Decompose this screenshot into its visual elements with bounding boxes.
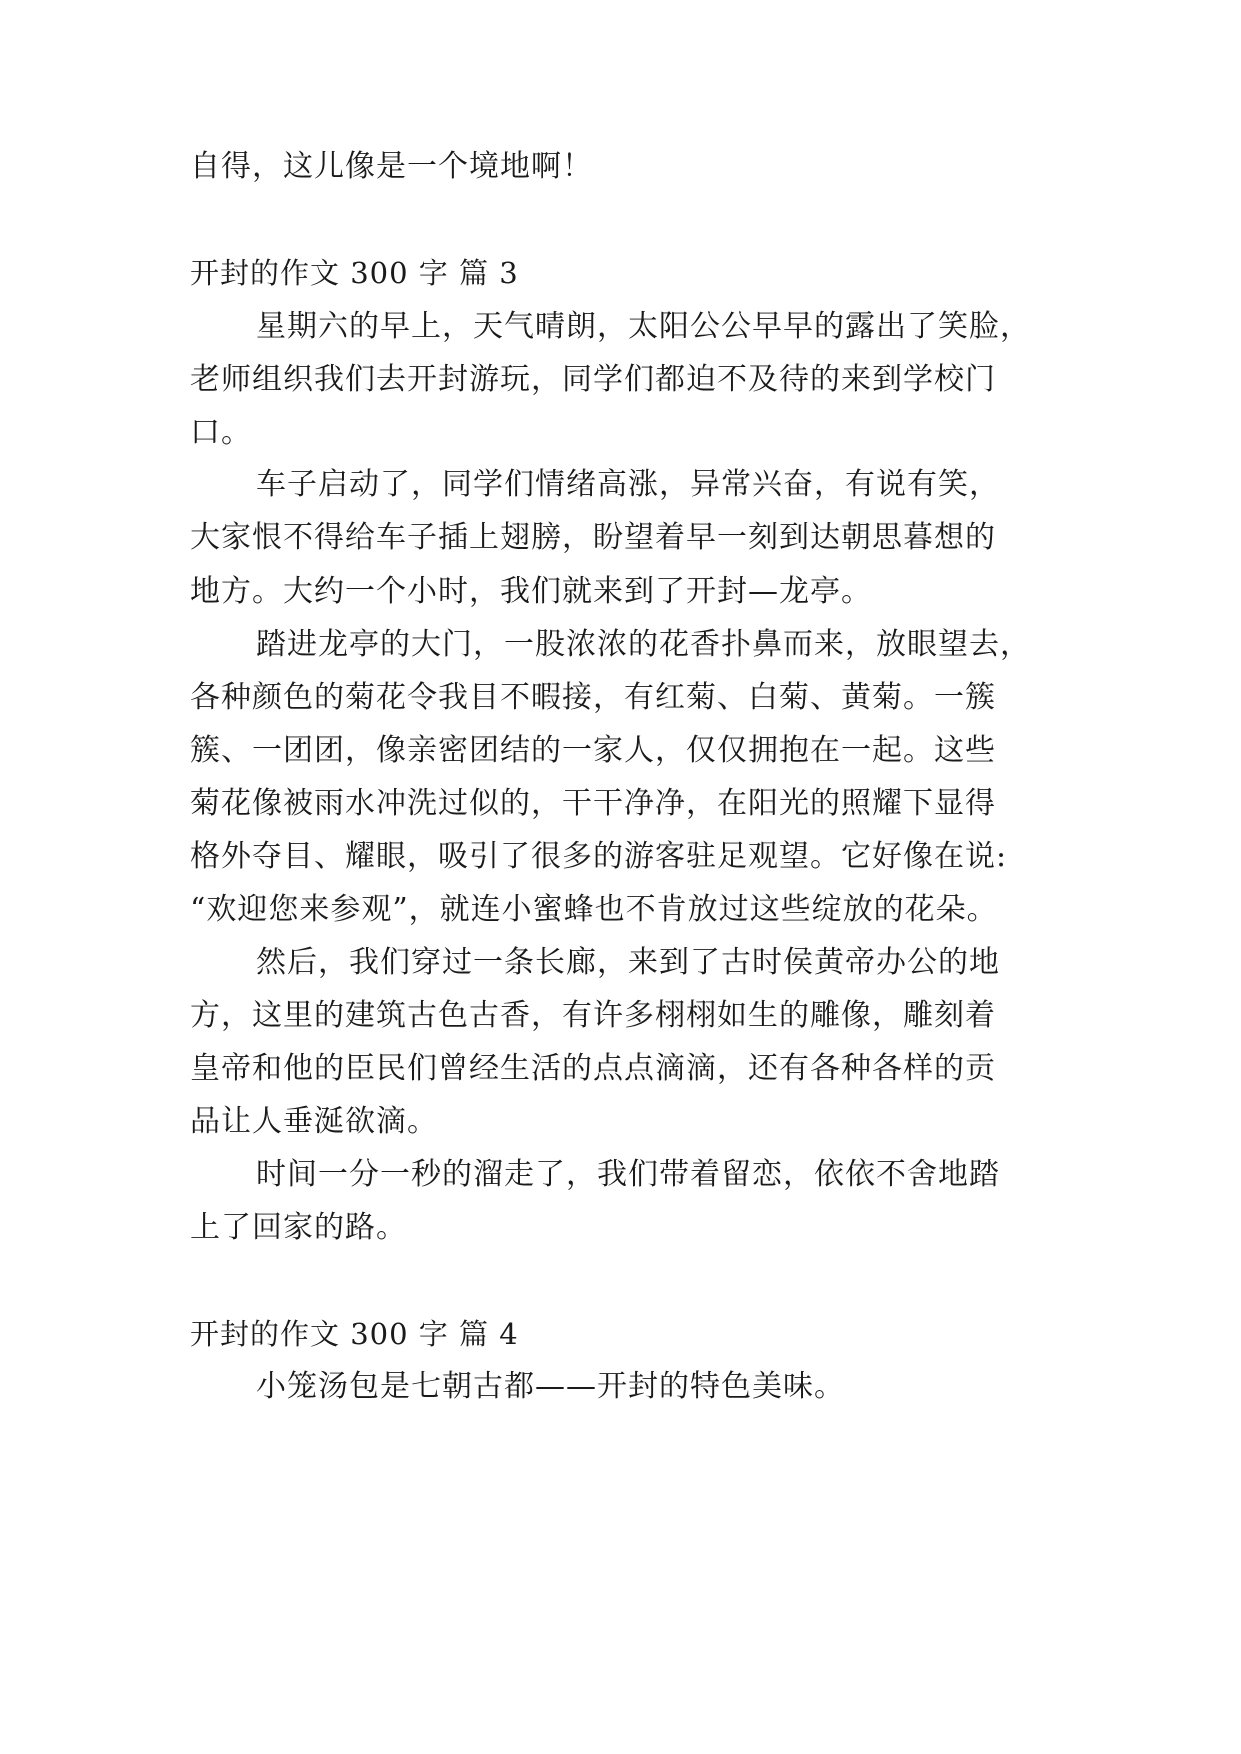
paragraph-line: 地方。大约一个小时，我们就来到了开封—龙亭。 <box>190 574 872 609</box>
paragraph-line: 品让人垂涎欲滴。 <box>190 1104 438 1139</box>
section-heading: 开封的作文 300 字 篇 3 <box>190 256 519 290</box>
paragraph-line: 星期六的早上，天气晴朗，太阳公公早早的露出了笑脸， <box>256 309 1031 344</box>
paragraph-line: 时间一分一秒的溜走了，我们带着留恋，依依不舍地踏 <box>256 1157 1000 1192</box>
paragraph-line: 菊花像被雨水冲洗过似的，干干净净，在阳光的照耀下显得 <box>190 786 996 821</box>
paragraph-line: 口。 <box>190 415 252 450</box>
paragraph-line: 踏进龙亭的大门，一股浓浓的花香扑鼻而来，放眼望去， <box>256 627 1031 662</box>
paragraph-line: 簇、一团团，像亲密团结的一家人，仅仅拥抱在一起。这些 <box>190 733 996 768</box>
paragraph-line: “欢迎您来参观”，就连小蜜蜂也不肯放过这些绽放的花朵。 <box>190 892 998 927</box>
paragraph-line: 车子启动了，同学们情绪高涨，异常兴奋，有说有笑， <box>256 467 1000 502</box>
paragraph-line: 老师组织我们去开封游玩，同学们都迫不及待的来到学校门 <box>190 362 996 397</box>
paragraph-line: 然后，我们穿过一条长廊，来到了古时侯黄帝办公的地 <box>256 945 1000 980</box>
paragraph-line: 格外夺目、耀眼，吸引了很多的游客驻足观望。它好像在说: <box>190 839 1008 874</box>
paragraph-line: 上了回家的路。 <box>190 1210 407 1245</box>
paragraph-line: 自得，这儿像是一个境地啊！ <box>190 149 593 184</box>
paragraph-line: 大家恨不得给车子插上翅膀，盼望着早一刻到达朝思暮想的 <box>190 520 996 555</box>
paragraph-line: 小笼汤包是七朝古都——开封的特色美味。 <box>256 1369 845 1404</box>
paragraph-line: 各种颜色的菊花令我目不暇接，有红菊、白菊、黄菊。一簇 <box>190 680 996 715</box>
paragraph-line: 皇帝和他的臣民们曾经生活的点点滴滴，还有各种各样的贡 <box>190 1051 996 1086</box>
paragraph-line: 方，这里的建筑古色古香，有许多栩栩如生的雕像，雕刻着 <box>190 998 996 1033</box>
section-heading: 开封的作文 300 字 篇 4 <box>190 1317 519 1351</box>
